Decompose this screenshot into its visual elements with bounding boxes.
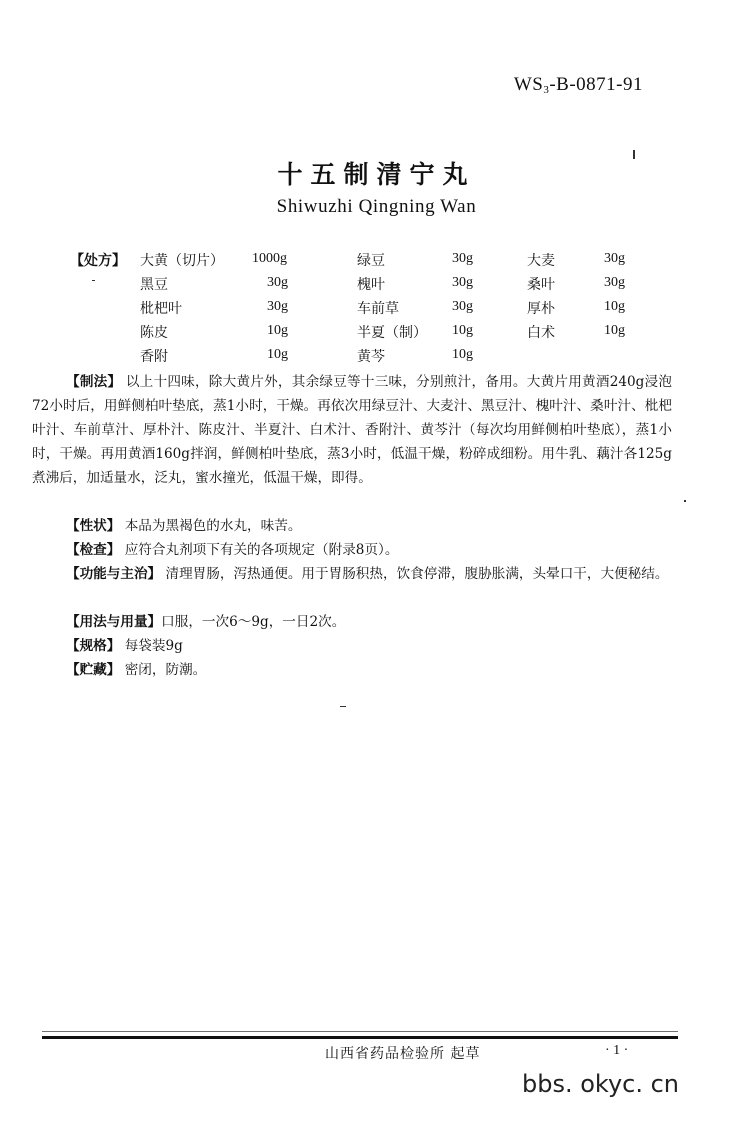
spec-text: 每袋装9g: [124, 638, 183, 654]
herb-dose: 30g: [452, 251, 473, 266]
inspection-label: 【检查】: [66, 542, 121, 558]
storage-label: 【贮藏】: [66, 662, 121, 678]
herb-name: 陈皮: [140, 325, 168, 341]
indication-section: [32, 562, 672, 586]
herb-name: 白术: [527, 325, 555, 341]
herb-dose: 30g: [267, 275, 288, 290]
herb-dose: 10g: [267, 347, 288, 362]
herb-name: 黄芩: [357, 349, 385, 365]
footer-organization: 山西省药品检验所 起草: [325, 1046, 481, 1062]
herb-name: 厚朴: [527, 301, 555, 317]
herb-dose: 10g: [604, 299, 625, 314]
herb-dose: 30g: [452, 275, 473, 290]
standard-code-suffix: -B-0871-91: [549, 74, 643, 95]
herb-dose: 30g: [452, 299, 473, 314]
scan-speck: [340, 706, 346, 707]
spec-section: [32, 634, 672, 658]
herb-dose: 30g: [604, 275, 625, 290]
herb-dose: 10g: [604, 323, 625, 338]
scan-speck: [684, 500, 686, 502]
storage-text: 密闭，防潮。: [124, 662, 207, 678]
herb-name: 半夏（制）: [357, 325, 427, 341]
herb-name: 槐叶: [357, 277, 385, 293]
spec-label: 【规格】: [66, 638, 121, 654]
herb-name: 绿豆: [357, 253, 385, 269]
prescription-label: 【处方】: [70, 253, 126, 269]
footer-rule-thin: [42, 1031, 678, 1032]
inspection-section: [32, 538, 672, 562]
footer-rule-thick: [42, 1036, 678, 1039]
standard-code: [514, 74, 643, 96]
page-number: · 1 ·: [605, 1043, 629, 1058]
indication-text: 清理胃肠，泻热通便。用于胃肠积热，饮食停滞，腹胁胀满，头晕口干，大便秘结。: [165, 566, 669, 582]
storage-section: [32, 658, 672, 682]
method-label: 【制法】: [66, 374, 122, 390]
character-section: [32, 514, 672, 538]
watermark: bbs. okyc. cn: [522, 1070, 680, 1098]
herb-name: 大麦: [527, 253, 555, 269]
method-text: 以上十四味，除大黄片外，其余绿豆等十三味，分别煎汁，备用。大黄片用黄酒240g浸泡72小时后，用鲜侧柏叶垫底，蒸1小时，干燥。再依次用绿豆汁、大麦汁、黑豆汁、槐叶汁、桑叶汁、枇杷叶汁、车前草汁、厚朴汁、陈皮汁、半夏汁、白术汁、香附汁、黄芩汁（每次均用鲜侧柏叶垫底），蒸1小时，干燥。再用黄酒160g拌润，鲜侧柏叶垫底，蒸3小时，低温干燥，粉碎成细粉。用牛乳、藕汁各125g煮沸后，加适量水，泛丸，蜜水撞光，低温干燥，即得。: [32, 374, 672, 486]
herb-dose: 1000g: [252, 251, 287, 266]
herb-name: 黑豆: [140, 277, 168, 293]
herb-name: 桑叶: [527, 277, 555, 293]
inspection-text: 应符合丸剂项下有关的各项规定（附录8页）。: [124, 542, 399, 558]
herb-name: 枇杷叶: [140, 301, 182, 317]
scan-speck: [92, 280, 95, 281]
scan-speck: [633, 150, 635, 159]
title-pinyin: Shiwuzhi Qingning Wan: [276, 196, 477, 217]
usage-text: 口服，一次6～9g，一日2次。: [161, 614, 346, 630]
herb-dose: 10g: [267, 323, 288, 338]
title-chinese: 十五制清宁丸: [277, 160, 476, 189]
character-text: 本品为黑褐色的水丸，味苦。: [124, 518, 302, 534]
usage-label: 【用法与用量】: [66, 614, 162, 630]
herb-name: 香附: [140, 349, 168, 365]
usage-section: [32, 610, 672, 634]
standard-code-prefix: WS: [513, 74, 544, 95]
herb-dose: 30g: [267, 299, 288, 314]
character-label: 【性状】: [66, 518, 121, 534]
indication-label: 【功能与主治】: [66, 566, 162, 582]
herb-dose: 10g: [452, 347, 473, 362]
herb-dose: 10g: [452, 323, 473, 338]
method-section: [32, 370, 672, 490]
herb-name: 车前草: [357, 301, 399, 317]
herb-dose: 30g: [604, 251, 625, 266]
standard-code-sub: 3: [543, 84, 550, 96]
herb-name: 大黄（切片）: [140, 253, 224, 269]
